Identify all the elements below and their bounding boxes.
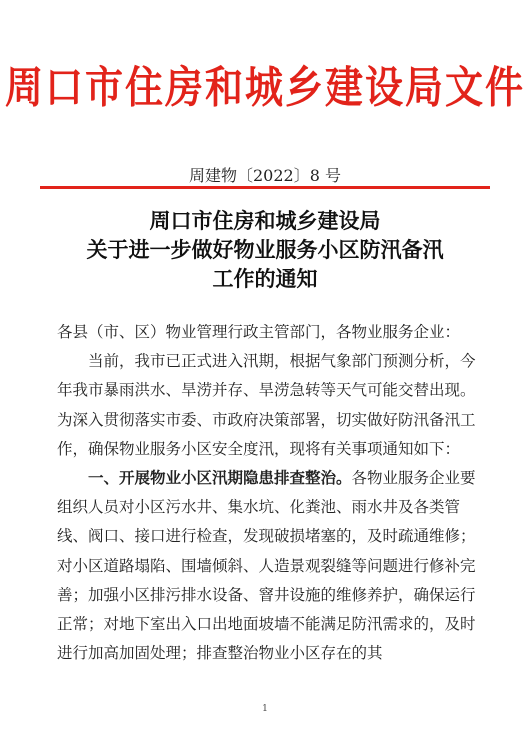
red-divider-line	[40, 186, 490, 189]
title-line-1: 周口市住房和城乡建设局	[149, 208, 381, 233]
document-body	[57, 318, 477, 668]
document-masthead: 周口市住房和城乡建设局文件	[4, 62, 525, 113]
document-number: 周建物〔2022〕8 号	[189, 166, 341, 185]
page-number: 1	[262, 704, 268, 714]
section-1-text: 各物业服务企业要组织人员对小区污水井、集水坑、化粪池、雨水井及各类管线、阀口、接口进行检查，发现破损堵塞的，及时疏通维修；对小区道路塌陷、围墙倾斜、人造景观裂缝等问题进行修补完善；加强小区排污排水设备、窨井设施的维修养护，确保运行正常；对地下室出入口出地面坡墙不能满足防汛需求的，及时进行加高加固处理；排查整治物业小区存在的其	[57, 469, 476, 663]
section-1-paragraph	[57, 464, 477, 668]
title-line-2: 关于进一步做好物业服务小区防汛备汛	[86, 237, 444, 262]
document-title	[0, 206, 530, 293]
section-1-heading: 一、开展物业小区汛期隐患排查整治。	[88, 469, 352, 488]
title-line-3: 工作的通知	[212, 266, 318, 291]
salutation: 各县（市、区）物业管理行政主管部门，各物业服务企业：	[57, 323, 461, 341]
intro-paragraph: 当前，我市已正式进入汛期，根据气象部门预测分析，今年我市暴雨洪水、旱涝并存、旱涝急转等天气可能交替出现。为深入贯彻落实市委、市政府决策部署，切实做好防汛备汛工作，确保物业服务小区安全度汛，现将有关事项通知如下：	[57, 352, 476, 458]
